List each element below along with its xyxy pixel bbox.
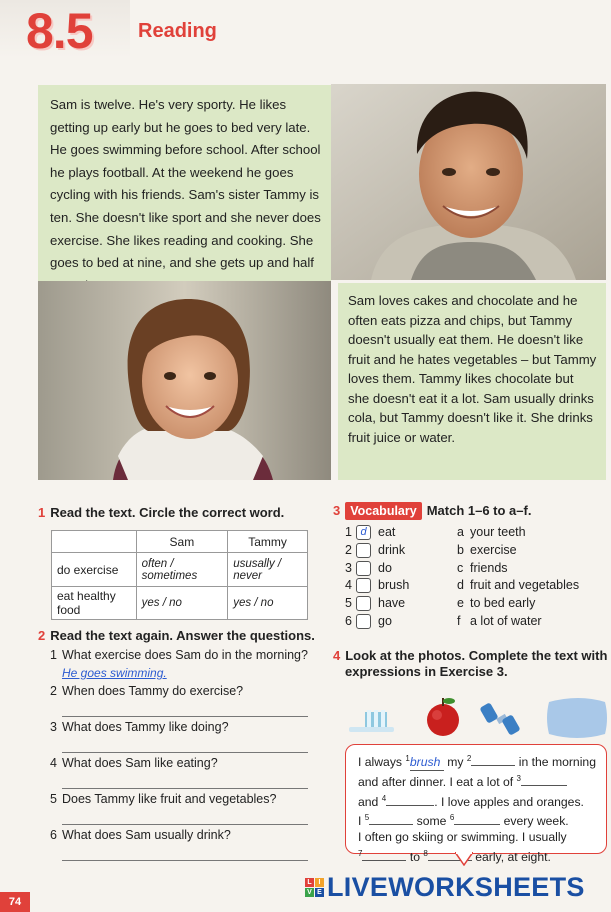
verb: go	[378, 613, 392, 628]
exercise-number: 2	[38, 628, 46, 643]
answer-line[interactable]	[62, 752, 308, 753]
list-item	[345, 543, 605, 561]
answer-field[interactable]: He goes swimming.	[62, 666, 167, 680]
logo-letter: E	[315, 888, 324, 897]
answer-line[interactable]	[62, 788, 308, 789]
habits-table	[51, 530, 308, 620]
question-text: What does Sam like eating?	[62, 756, 218, 770]
text: I	[358, 814, 365, 829]
answer-box[interactable]	[356, 578, 371, 593]
vocabulary-badge: Vocabulary	[345, 502, 421, 520]
matching-list	[345, 525, 605, 632]
item-number: 1	[345, 525, 352, 539]
exercise-instruction: Look at the photos. Complete the text with	[345, 648, 608, 663]
gap-7-field[interactable]	[362, 860, 406, 861]
list-item	[345, 578, 605, 596]
gap-number: 6	[449, 813, 455, 823]
exercise-instruction: Match 1–6 to a–f.	[426, 503, 532, 518]
item-letter: b	[457, 542, 464, 557]
item-number: 3	[345, 560, 352, 575]
photo-girl	[38, 281, 331, 480]
gap-number: 2	[466, 754, 472, 763]
text: every week.	[500, 814, 569, 829]
question-number: 5	[50, 792, 57, 806]
boy-portrait-image	[331, 84, 606, 280]
text: some	[413, 814, 450, 829]
question-text: When does Tammy do exercise?	[62, 684, 244, 698]
gap-number: 5	[364, 813, 370, 823]
logo-text: LIVEWORKSHEETS	[327, 871, 585, 902]
speech-bubble-tail	[455, 852, 473, 866]
reading-text-food: Sam loves cakes and chocolate and he often eats pizza and chips, but Tammy doesn't usually eat them. He doesn't like fruit and he hates vegetables – but Tammy loves them. Tammy likes chocolate but she doesn't eat it a lot. Sam usually drinks cola, but Tammy doesn't like it. She drinks fruit juice or water.	[338, 283, 606, 480]
phrase: a lot of water	[470, 613, 542, 628]
table-header-empty	[52, 531, 137, 553]
question-item	[50, 684, 243, 698]
list-item	[345, 561, 605, 579]
item-letter: d	[457, 578, 464, 593]
phrase: friends	[470, 560, 508, 575]
toothbrush-icon	[349, 710, 394, 732]
list-item	[345, 525, 605, 543]
item-number: 4	[345, 578, 352, 593]
photo-strip	[347, 690, 607, 742]
phrase: your teeth	[470, 525, 526, 539]
gap-2-field[interactable]	[471, 765, 515, 766]
text: my	[443, 755, 467, 770]
answer-box[interactable]	[356, 561, 371, 576]
question-item	[50, 792, 276, 806]
text: I always	[358, 755, 406, 770]
answer-box[interactable]	[356, 614, 371, 629]
logo-letter: L	[305, 878, 314, 887]
gap-6-field[interactable]	[454, 824, 500, 825]
exercise-1-title	[38, 505, 284, 520]
logo-grid-icon	[305, 878, 324, 897]
answer-box[interactable]	[356, 596, 371, 611]
text: I often go skiing or swimming. I usually	[358, 830, 567, 845]
question-text: What does Sam usually drink?	[62, 828, 231, 842]
question-number: 2	[50, 684, 57, 698]
reading-text-sam: Sam is twelve. He's very sporty. He likes getting up early but he goes to bed very late. He goes swimming before school. After school he plays football. At the weekend he goes cycling with his friends. Sam's sister Tammy is ten. She doesn't like sport and she never does exercise. She likes reading and cooking. She goes to bed at nine, and she gets up and half	[38, 85, 331, 281]
item-letter: e	[457, 596, 464, 611]
answer-box[interactable]	[356, 543, 371, 558]
text: . I love apples and oranges.	[434, 794, 584, 809]
exercise-number: 3	[333, 503, 341, 518]
answer-box[interactable]: d	[356, 525, 371, 540]
question-item	[50, 648, 308, 680]
circle-choice[interactable]: often / sometimes	[136, 553, 228, 587]
question-number: 4	[50, 756, 57, 770]
text: early, at eight.	[471, 849, 551, 864]
dumbbell-icon	[479, 702, 520, 736]
table-header-sam: Sam	[136, 531, 228, 553]
exercise-number: 1	[38, 505, 46, 520]
question-text: What exercise does Sam do in the morning?	[62, 648, 308, 662]
gap-1-field[interactable]: brush	[410, 754, 444, 771]
gap-4-field[interactable]	[386, 805, 434, 806]
photo-boy	[331, 84, 606, 280]
list-item	[345, 596, 605, 614]
phrase: fruit and vegetables	[470, 578, 580, 593]
girl-portrait-image	[38, 281, 331, 480]
circle-choice[interactable]: ususally / never	[228, 553, 308, 587]
exercise-instruction: Read the text. Circle the correct word.	[50, 505, 285, 520]
list-item	[345, 614, 605, 632]
item-number: 6	[345, 613, 352, 628]
question-number: 3	[50, 720, 57, 734]
logo-letter: V	[305, 888, 314, 897]
item-number: 2	[345, 542, 352, 557]
question-item	[50, 756, 218, 770]
gap-number: 8	[423, 848, 428, 858]
verb: have	[378, 596, 406, 611]
logo-letter: I	[315, 878, 324, 887]
exercise-instruction: Read the text again. Answer the questions.	[50, 628, 315, 643]
exercise-instruction-cont: expressions in Exercise 3.	[345, 664, 508, 679]
exercise-4-title	[333, 648, 607, 680]
verb: brush	[378, 578, 410, 593]
question-text: Does Tammy like fruit and vegetables?	[62, 792, 277, 806]
gap-number: 1	[405, 754, 410, 763]
verb: eat	[378, 525, 396, 539]
gap-number: 7	[358, 848, 363, 858]
gap-number: 3	[516, 774, 521, 784]
question-number: 1	[50, 648, 57, 662]
answer-line[interactable]	[62, 716, 308, 717]
item-letter: f	[457, 613, 461, 628]
item-letter: a	[457, 525, 464, 539]
item-letter: c	[457, 560, 464, 575]
phrase: to bed early	[470, 596, 536, 611]
question-item	[50, 720, 229, 734]
circle-choice[interactable]: yes / no	[228, 587, 308, 620]
gap-3-field[interactable]	[521, 785, 567, 786]
answer-line[interactable]	[62, 860, 308, 861]
text: in the morning	[515, 755, 596, 770]
apple-icon	[427, 698, 459, 736]
header	[0, 0, 611, 70]
page-number: 74	[0, 892, 30, 912]
liveworksheets-logo[interactable]	[305, 872, 585, 902]
gap-5-field[interactable]	[369, 824, 413, 825]
answer-line[interactable]	[62, 824, 308, 825]
phrase: exercise	[470, 542, 517, 557]
table-row-label: do exercise	[52, 553, 137, 587]
completion-text	[345, 744, 607, 864]
table-header-tammy: Tammy	[228, 531, 308, 553]
verb: do	[378, 560, 392, 575]
item-number: 5	[345, 596, 352, 611]
pillow-icon	[547, 698, 607, 738]
exercise-2-title	[38, 628, 315, 643]
page-title: Reading	[138, 20, 217, 42]
text: and	[358, 794, 382, 809]
question-item	[50, 828, 231, 842]
exercise-3-title	[333, 502, 531, 520]
unit-number: 8.5	[26, 3, 93, 59]
table-row-label: eat healthy food	[52, 587, 137, 620]
question-number: 6	[50, 828, 57, 842]
text: to	[406, 849, 424, 864]
exercise-number: 4	[333, 648, 341, 663]
question-text: What does Tammy like doing?	[62, 720, 229, 734]
circle-choice[interactable]: yes / no	[136, 587, 228, 620]
text: and after dinner. I eat a lot of	[358, 775, 517, 790]
verb: drink	[378, 542, 406, 557]
gap-number: 4	[381, 793, 387, 803]
